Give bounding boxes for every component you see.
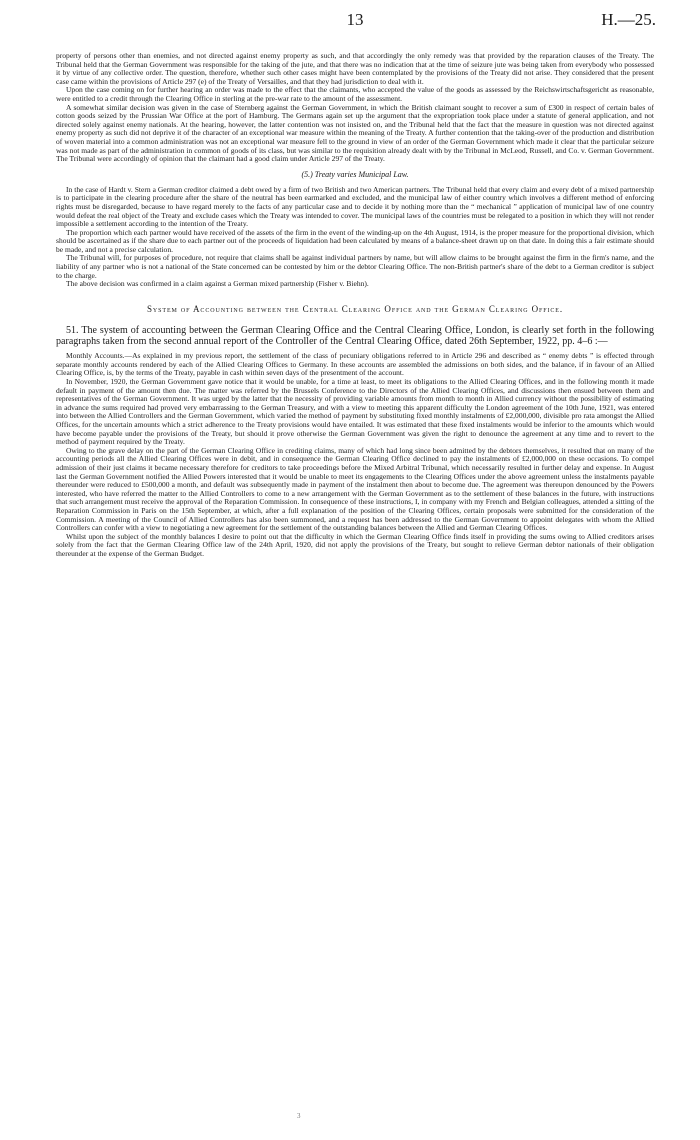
subheading-treaty-varies-municipal-law: (5.) Treaty varies Municipal Law. (301, 169, 409, 179)
paragraph: The above decision was confirmed in a claim against a German mixed partnership (Fisher v. Biehn). (66, 279, 369, 289)
body-section-accounts (56, 352, 654, 558)
paragraph: Upon the case coming on for further hearing an order was made to the effect that the claimants, who accepted the value of the goods as assessed by the Reichswirtschaftsgericht as reasonable, were entitled to a credit through the Clearing Office in sterling at the pre-war rate to the amount of the assessment. (56, 85, 654, 103)
paragraph: Owing to the grave delay on the part of the German Clearing Office in crediting claims, many of which had long since been admitted by the debtors themselves, it resulted that on many of the accounting periods all the Allied Clearing Offices were in debit, and in consequence the German Clearing Office declined to pay the instalments of £2,000,000 on these occasions. To compel admission of their just claims it became necessary therefore for creditors to take proceedings before the Mixed Arbitral Tribunal, which necessarily resulted in further delay and expense. In August last the German Government notified the Allied Powers interested that it would be unable to meet its engagements to the Clearing Offices under the above agreement unless the instalments payable thereunder were reduced to £500,000 a month, and default was subsequently made in payment of the instalment then about to become due. The agreement was thereupon denounced by the Powers interested, who have referred the matter to the Allied Controllers to come to a new arrangement with the German Government as to the settlement of these balances in the future, with instructions that such arrangement must receive the approval of the Reparation Commission. In consequence of these instructions, I, in company with my French and Belgian colleagues, attended a sitting of the Reparation Commission in Paris on the 15th September, at which, after a full explanation of the position of the Clearing Offices, certain proposals were submitted for the consideration of the Commission. A meeting of the Council of Allied Controllers has also been summoned, and a request has been addressed to the German Government to appoint delegates with whom the Allied Controllers can confer with a view to negotiating a new agreement for the settlement of the outstanding balances between the Allied and German Clearing Offices. (56, 445, 654, 533)
body-section-municipal-law (56, 186, 654, 289)
section-heading-system-of-accounting: System of Accounting between the Central Clearing Office and the German Clearing Office. (147, 303, 563, 314)
page-header (56, 0, 654, 52)
body-section-jute (56, 52, 654, 164)
paragraph: The proportion which each partner would have received of the assets of the firm in the event of the winding-up on the 4th August, 1914, is the proper measure for the proportional division, which should be ascertained as if the share due to each partner out of the proceeds of liquidation had been calculated by means of a balance-sheet drawn up on that date. In doing this a fair estimate should be made, and not a precise calculation. (56, 227, 654, 254)
document-reference: H.—25. (601, 10, 656, 29)
lead-paragraph: 51. The system of accounting between the German Clearing Office and the Central Clearing Office, London, is clearly set forth in the following paragraphs taken from the second annual report of the Controller of the Central Clearing Office, dated 26th September, 1922, pp. 4–6 :— (56, 324, 654, 348)
footer-mark: 3 (297, 1112, 301, 1120)
paragraph: In the case of Hardt v. Stern a German creditor claimed a debt owed by a firm of two British and two American partners. The Tribunal held that every claim and every debt of a mixed partnership is to participate in the clearing procedure after the share of the neutral has been earmarked and excluded, and the municipal law of either country which involves a different method of enforcing rights must be disregarded, because to have regard merely to the facts of any particular case and to decide it by nothing more than the “ mechanical ” application of municipal law of one country would defeat the real object of the Treaty and exclude cases which the Treaty was intended to cover. The municipal laws of the countries must be relegated to a position in which they will not render impossible a settlement according to the intention of the Treaty. (56, 184, 654, 229)
paragraph: Whilst upon the subject of the monthly balances I desire to point out that the difficulty in which the German Clearing Office finds itself in providing the sums owing to Allied creditors arises solely from the fact that the German Clearing Office law of the 24th April, 1920, did not apply the provisions of the Treaty, but sought to relieve German debtor nationals of their obligation thereunder at the expense of the German Budget. (56, 531, 654, 558)
document-page (56, 0, 654, 559)
paragraph: Monthly Accounts.—As explained in my previous report, the settlement of the class of pecuniary obligations referred to in Article 296 and described as “ enemy debts ” is effected through separate monthly accounts rendered by each of the Allied Clearing Offices to Germany. In these accounts are assembled the admissions on both sides, and the balance, if in favour of an Allied Clearing Office, is, by the terms of the Treaty, payable in cash within seven days of the presentment of the account. (56, 351, 654, 378)
page-number: 13 (346, 10, 364, 29)
paragraph: A somewhat similar decision was given in the case of Sternberg against the German Government, in which the British claimant sought to recover a sum of £300 in respect of certain bales of cotton goods seized by the Prussian War Office at the port of Hamburg. The Germans again set up the argument that the expropriation took place under a statute of general application, and not directed solely against enemy nationals. At the hearing, however, the latter contention was not insisted on, and the Tribunal held that the fact that the measure in question was not directed against enemy property as such did not deprive it of the character of an exceptional war measure within the meaning of the Treaty. A further contention that the taking-over of the production and distribution of woven material into a common administration was not an exceptional war measure fell to the ground in view of an order of the German Government which made it clear that the particular seizure was not made as part of the administration in common of goods of its class, but was similar to the requisition already dealt with by the Tribunal in McLeod, Russell, and Co. v. German Government. The Tribunal were accordingly of opinion that the claimant had a good claim under Article 297 of the Treaty. (56, 102, 654, 164)
paragraph: In November, 1920, the German Government gave notice that it would be unable, for a time at least, to meet its obligations to the Allied Clearing Offices, and in the following month it made default in payment of the amount then due. The matter was referred by the Brussels Conference to the Directors of the Allied Clearing Offices, and discussions then ensued between them and representatives of the German Government. It was urged by the latter that the necessity of providing variable amounts from month to month in Allied currency without the possibility of estimating in advance the sums required had proved very embarrassing to the German Treasury, and with a view to meeting this apparent difficulty the London agreement of the 10th June, 1921, was entered into between the Allied Controllers and the German Government, which varied the method of payment by substituting fixed monthly instalments of £2,000,000, divisible pro rata amongst the Allied Offices, for the uncertain amounts which a strict adherence to the Treaty provisions would have entailed. It was estimated that these fixed instalments would be inferior to the amounts which would have become payable under the provisions of the Treaty, but should it prove otherwise the German Government was given the right to denounce the agreement at any time and to revert to the method of payment required by the Treaty. (56, 377, 654, 447)
paragraph: property of persons other than enemies, and not directed against enemy property as such, and that accordingly the only remedy was that provided by the reparation clauses of the Treaty. The Tribunal held that the German Government was responsible for the taking of the jute, and that there was no indication that at the time of seizure jute was being taken from everybody who possessed it by virtue of any collective order. The question, therefore, whether such other cases might have been contemplated by the provisions of the Treaty did not arise. They considered that the present case came within the provisions of Article 297 (e) of the Treaty of Versailles, and that they had jurisdiction to deal with it. (56, 51, 654, 86)
paragraph: The Tribunal will, for purposes of procedure, not require that claims shall be against individual partners by name, but will allow claims to be brought against the firm in the firm's name, and the liability of any partner who is not a national of the State concerned can be contested by him or the debtor Clearing Office. The non-British partner's share of the debt to a German creditor is subject to the charge. (56, 253, 654, 280)
